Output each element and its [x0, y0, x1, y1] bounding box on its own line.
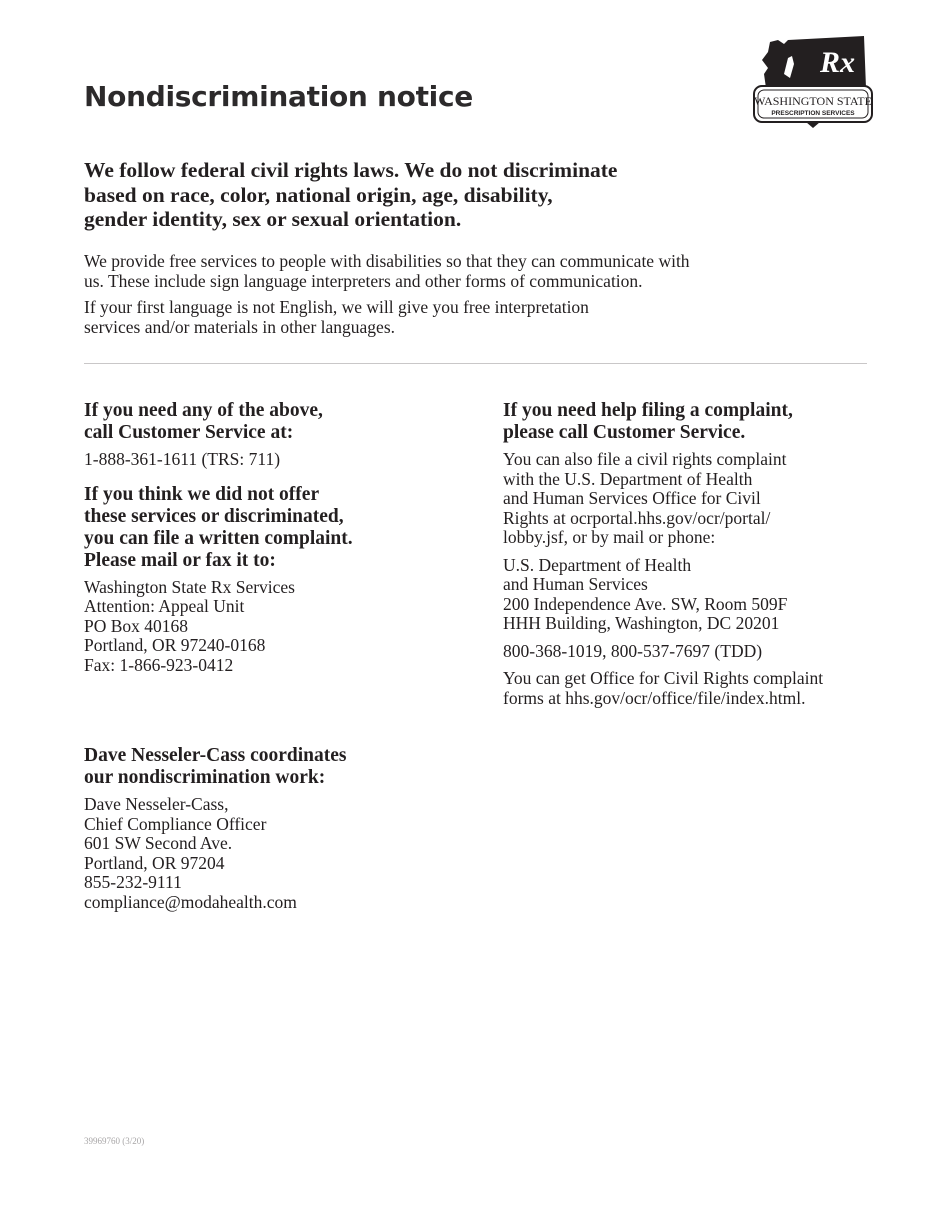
call-customer-service-heading: If you need any of the above, call Customer Service at: [84, 400, 323, 443]
coordinator-heading: Dave Nesseler-Cass coordinates our nondiscrimination work: [84, 745, 347, 788]
right-column [503, 400, 873, 716]
page-title: Nondiscrimination notice [84, 80, 473, 113]
rx-mark: Rx [820, 46, 856, 79]
coordinator-section [84, 745, 464, 920]
form-number: 39969760 (3/20) [84, 1136, 145, 1146]
written-complaint-heading: If you think we did not offer these services or discriminated, you can file a written complaint. Please mail or fax it to: [84, 483, 353, 571]
hhs-mailing-address: U.S. Department of Health and Human Services 200 Independence Ave. SW, Room 509F HHH Building, Washington, DC 20201 [503, 554, 788, 633]
hhs-phone: 800-368-1019, 800-537-7697 (TDD) [503, 640, 763, 661]
lead-line: based on race, color, national origin, age, disability, [84, 182, 553, 207]
lead-line: gender identity, sex or sexual orientation. [84, 207, 462, 231]
intro-text [84, 252, 804, 344]
ocr-complaint-text: You can also file a civil rights complaint with the U.S. Department of Health and Human Services Office for Civil Rights at ocrportal.hhs.gov/ocr/portal/ lobby.jsf, or by mail or phone: [503, 449, 787, 547]
customer-service-phone: 1-888-361-1611 (TRS: 711) [84, 449, 281, 469]
paragraph-line: We provide free services to people with disabilities so that they can communicate with [84, 251, 690, 271]
civil-rights-statement [84, 158, 724, 232]
coordinator-contact: Dave Nesseler-Cass, Chief Compliance Officer 601 SW Second Ave. Portland, OR 97204 855-232-9111 compliance@modahealth.com [84, 794, 297, 912]
paragraph-line: services and/or materials in other languages. [84, 316, 396, 337]
logo-line1: WASHINGTON STATE [754, 94, 872, 108]
lead-line: We follow federal civil rights laws. We do not discriminate [84, 158, 618, 182]
paragraph-line: us. These include sign language interpreters and other forms of communication. [84, 270, 643, 291]
paragraph-line: If your first language is not English, we will give you free interpretation [84, 297, 589, 317]
left-column [84, 400, 464, 683]
language-services-paragraph [84, 298, 804, 337]
section-divider [84, 363, 867, 364]
washington-state-rx-logo [748, 34, 878, 130]
disability-services-paragraph [84, 252, 804, 291]
logo-line2: PRESCRIPTION SERVICES [771, 110, 855, 117]
filing-help-heading: If you need help filing a complaint, please call Customer Service. [503, 400, 793, 443]
appeal-mailing-address: Washington State Rx Services Attention: Appeal Unit PO Box 40168 Portland, OR 97240-0168 Fax: 1-866-923-0412 [84, 576, 295, 675]
complaint-forms-text: You can get Office for Civil Rights complaint forms at hhs.gov/ocr/office/file/index.html. [503, 668, 824, 708]
